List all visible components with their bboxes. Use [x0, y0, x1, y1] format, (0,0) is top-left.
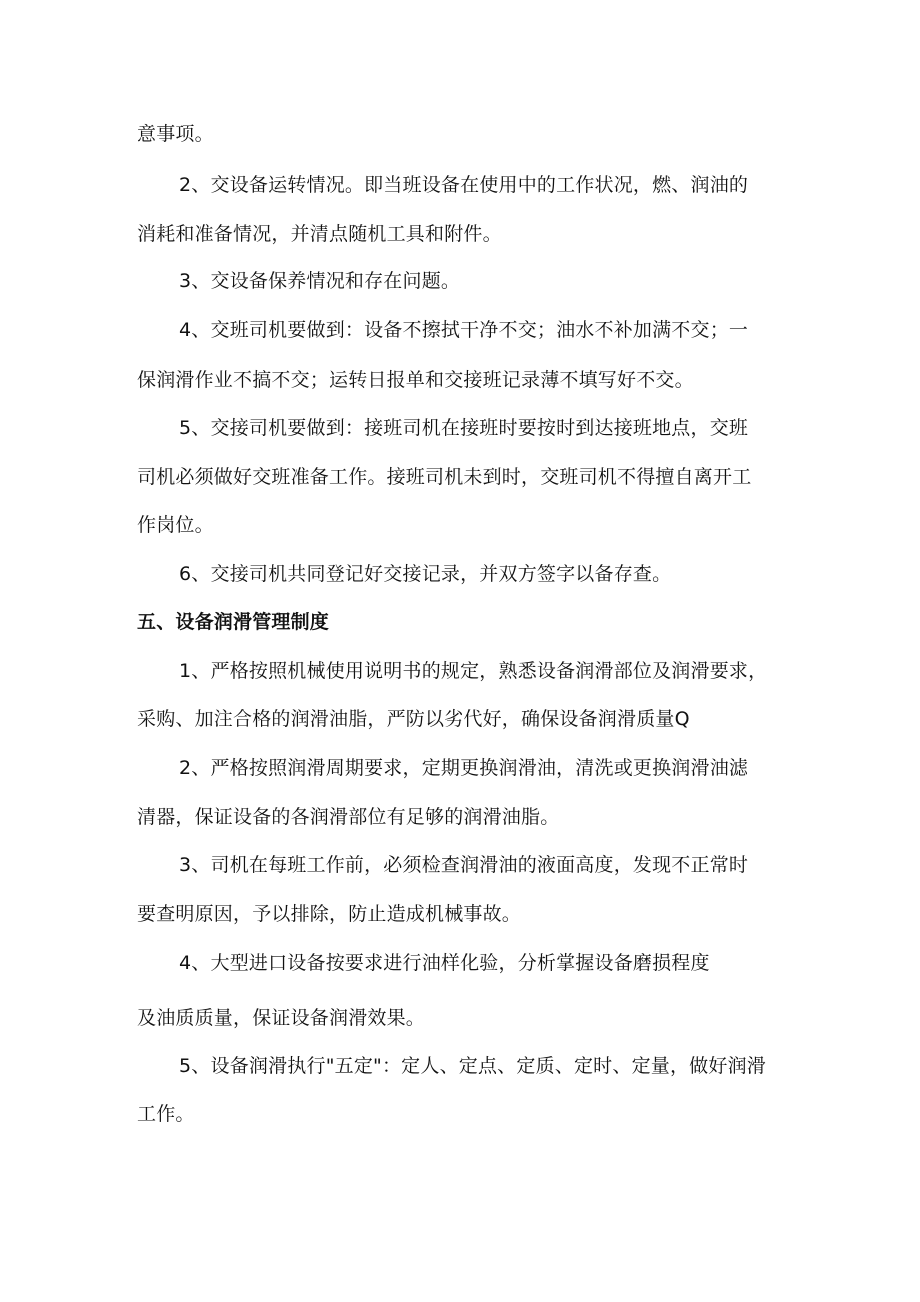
- text-line: 消耗和准备情况，并清点随机工具和附件。: [137, 223, 502, 245]
- text-line: 2、交设备运转情况。即当班设备在使用中的工作状况，燃、润油的: [179, 174, 749, 196]
- text-line: 司机必须做好交班准备工作。接班司机未到时，交班司机不得擅自离开工: [137, 466, 752, 488]
- text-line: 采购、加注合格的润滑油脂，严防以劣代好，确保设备润滑质量Q: [137, 708, 690, 730]
- text-line: 3、司机在每班工作前，必须检查润滑油的液面高度，发现不正常时: [179, 854, 749, 876]
- text-line: 要查明原因，予以排除，防止造成机械事故。: [137, 903, 522, 925]
- text-line: 工作。: [137, 1103, 195, 1125]
- text-line: 保润滑作业不搞不交；运转日报单和交接班记录薄不填写好不交。: [137, 369, 694, 391]
- text-line: 5、交接司机要做到：接班司机在接班时要按时到达接班地点，交班: [179, 417, 749, 439]
- text-line: 意事项。: [137, 123, 214, 145]
- section-heading: 五、设备润滑管理制度: [137, 611, 330, 633]
- text-line: 6、交接司机共同登记好交接记录，并双方签字以备存查。: [179, 563, 672, 585]
- text-line: 清器，保证设备的各润滑部位有足够的润滑油脂。: [137, 806, 560, 828]
- text-line: 4、交班司机要做到：设备不擦拭干净不交；油水不补加满不交；一: [179, 319, 749, 341]
- text-line: 作岗位。: [137, 514, 214, 536]
- text-line: 5、设备润滑执行"五定"：定人、定点、定质、定时、定量，做好润滑: [179, 1055, 766, 1077]
- text-line: 及油质质量，保证设备润滑效果。: [137, 1007, 426, 1029]
- text-line: 4、大型进口设备按要求进行油样化验，分析掌握设备磨损程度: [179, 952, 710, 974]
- text-line: 2、严格按照润滑周期要求，定期更换润滑油，清洗或更换润滑油滤: [179, 757, 749, 779]
- text-line: 1、严格按照机械使用说明书的规定，熟悉设备润滑部位及润滑要求，: [179, 660, 768, 682]
- text-line: 3、交设备保养情况和存在问题。: [179, 270, 461, 292]
